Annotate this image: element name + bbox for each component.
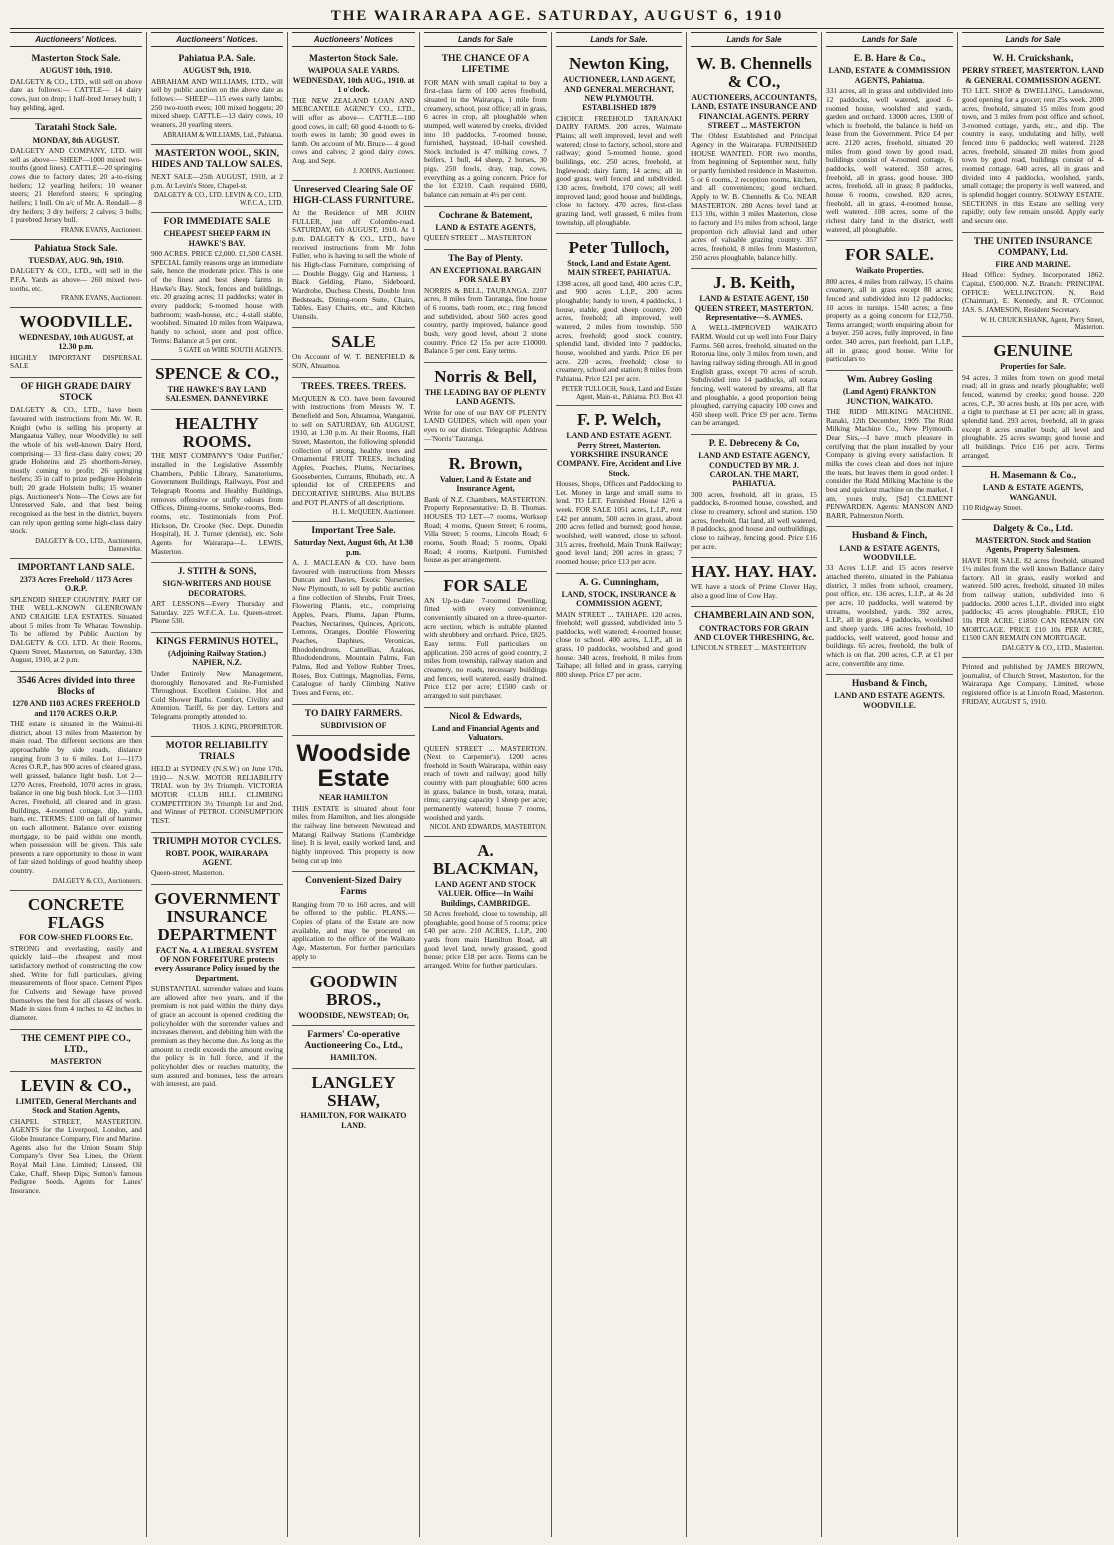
ad-subtitle: CONTRACTORS FOR GRAIN AND CLOVER THRESHING, &c.: [693, 623, 815, 642]
ad-title: H. Masemann & Co.,: [989, 471, 1077, 482]
advertisement: [10, 1072, 142, 1201]
ad-title: LEVIN & CO.,: [20, 1076, 132, 1096]
ad-subtitle: FOR COW-SHED FLOORS Etc.: [19, 933, 133, 943]
ad-title: A. BLACKMAN,: [432, 841, 539, 879]
advertisement: [826, 675, 953, 715]
advertisement: [10, 891, 142, 1030]
advertisement: [292, 968, 415, 1026]
ad-title: FOR SALE: [443, 575, 528, 595]
ad-title: Taratahi Stock Sale.: [35, 123, 117, 134]
ad-body: At the Residence of MR JOHN FULLER, just off Colombo-road. SATURDAY, 6th AUGUST, 1910. At 1 p.m. DALGETY & CO., LTD., have received instructions from Mr John Fuller, who is having to sell the whole of his High-class Furniture, comprising of— Double Buggy, Gig and Harness, 1 Black Gelding, Piano, Sideboard, Wardrobe, Duchess Chests, Double Iron Bedsteads, Dining-room Suite, Chairs, Tables, Easy Chairs, etc., and Kitchen Utensils.: [292, 207, 415, 321]
ad-subtitle: 2373 Acres Freehold / 1173 Acres O.R.P.: [19, 575, 133, 594]
ad-signature: DALGETY & CO., LTD., Auctioneers, Dannevirke.: [35, 538, 142, 554]
ad-body: Houses, Shops, Offices and Paddocking to Let. Money in large and small sums to lend. TO LET. Furnished House 12/6 a week. FOR SALE 1051 acres, L.I.P., rent £42 per annum, 500 acres in grass, about 200 acres felled and burned; good house, woolshed, well watered, close to school. 315 acres, freehold, Main Trunk Railway; good level land; 200 acres in grass; 7 roomed house; price £13 per acre.: [556, 479, 682, 567]
ad-title: HAY. HAY. HAY.: [691, 562, 817, 582]
ad-title: F. P. Welch,: [577, 410, 661, 430]
ad-subtitle: AUGUST 9th, 1910.: [182, 66, 252, 76]
advertisement: [556, 574, 682, 686]
advertisement: [691, 607, 817, 658]
ad-title: TREES. TREES. TREES.: [301, 381, 406, 392]
ad-subtitle: LAND AGENT AND STOCK VALUER. Office—In Waihi Buildings, CAMBRIDGE.: [434, 880, 537, 908]
ad-title: WOODVILLE.: [19, 312, 133, 332]
ad-body: 50 Acres freehold, close to township, all ploughable, good house of 5 rooms; price £40 per acre. 210 ACRES, L.I.P., 200 yards from main Hamilton Road, all good level land, newly grassed, good house; price £18 per acre. Terms can be arranged. Write for further particulars.: [424, 909, 547, 971]
advertisement: [556, 406, 682, 573]
ad-signature: H. L. McQUEEN, Auctioneer.: [332, 509, 415, 517]
advertisement: [292, 1069, 415, 1135]
ad-title: OF HIGH GRADE DAIRY STOCK: [20, 382, 132, 404]
ad-subtitle: LAND, STOCK, INSURANCE & COMMISSION AGENT,: [561, 589, 677, 609]
ad-body: A. J. MACLEAN & CO. have been favoured with instructions from Messrs Duncan and Davies, Exotic Nurseries, New Plymouth, to sell by public auction a fine collection of Shrubs, Fruit Trees, Flowering Plants, etc., comprising Apples, Pears, Plums, Japan Plums, Peaches, Nectarines, Quinces, Apricots, Lemons, Oranges, Double Flowering Peaches, Daphnes, Veronicas, Rhododendrons, Camellias, Azaleas, Rhododendrons, Mountain Palms, Fan Palms, Red and Yellow Rubber Trees, Roses, Box Cuttings, Magnolias, Ferns, Catalogue of hardy Climbing Native Trees and Ferns, etc.: [292, 558, 415, 697]
ad-subtitle: THE HAWKE'S BAY LAND SALESMEN. DANNEVIRKE: [165, 384, 269, 404]
ad-subtitle: Properties for Sale.: [1000, 362, 1066, 372]
ad-title: Pahiatua Stock Sale.: [34, 243, 118, 254]
advertisement: [424, 207, 547, 250]
advertisement: [292, 872, 415, 968]
ad-body: The Oldest Established and Principal Agency in the Wairarapa. FURNISHED HOUSE WANTED. FOR two months, from beginning of September next, fully or partly furnished residence in Masterton. 5 or 6 rooms, 2 reception rooms, kitchen, and all conveniences; good orchard. Apply to W. B. Chennells & Co. NEAR MASTERTON. 280 Acres level land at £13 10s, within 3 miles Masterton, close to factory and 1½ miles from school, large proportion rich alluvial land and other acres of valuable grazing country. 357 acres, freehold, 8 miles from Masterton, 250 acres ploughable, balance hilly.: [691, 131, 818, 262]
ad-title: Convenient-Sized Dairy Farms: [305, 876, 402, 898]
ad-subtitle: ROBT. POOK, WAIRARAPA AGENT.: [165, 848, 269, 867]
column-header: Lands for Sale: [691, 32, 817, 47]
ad-signature: FRANK EVANS, Auctioneer.: [60, 295, 142, 303]
column-header: Lands for Sale: [826, 32, 953, 47]
ad-signature: FRANK EVANS, Auctioneer.: [60, 226, 142, 234]
ad-title: LANGLEY SHAW,: [311, 1072, 396, 1110]
ad-title: TO DAIRY FARMERS.: [304, 708, 403, 719]
ad-body: QUEEN STREET ... MASTERTON: [424, 233, 532, 243]
ad-subtitle: THE LEADING BAY OF PLENTY LAND AGENTS.: [424, 387, 547, 407]
column-header: Auctioneers' Notices.: [151, 32, 283, 47]
ad-title: E. B. Hare & Co.,: [853, 54, 926, 65]
advertisement: [962, 337, 1104, 467]
ad-body: Bank of N.Z. Chambers, MASTERTON. Property Representative: D. B. Thomas. HOUSES TO LET—7 rooms, Worksop Road; 4 rooms, Queen Street; 6 rooms, Villa Street; 5 rooms, Lincoln Road; 6 rooms, South Road; 5 rooms, Opaki Road; 4 rooms, Kuripuni. Furnished house as per arrangement.: [424, 494, 547, 565]
column-header: Auctioneers' Notices: [292, 32, 415, 47]
advertisement: [826, 50, 953, 241]
ad-subtitle: LAND & ESTATE AGENTS, WOODVILLE.: [839, 543, 940, 562]
advertisement: [10, 672, 142, 891]
advertisement: [962, 233, 1104, 338]
advertisement: [962, 658, 1104, 712]
ad-title: FOR IMMEDIATE SALE: [163, 217, 271, 228]
advertisement: [151, 885, 283, 1095]
masthead: THE WAIRARAPA AGE. SATURDAY, AUGUST 6, 1910: [10, 4, 1104, 29]
advertisement: [10, 240, 142, 308]
ad-body: 33 Acres L.I.P. and 15 acres reserve attached thereto, situated in the Pahiatua district, 3 miles from school, creamery, post office, etc. 136 acres, L.I.P., at 4s 2d per acre, 10 paddocks, well watered by streams, woolshed, yards. 392 acres, L.I.P., all in grass, 4 paddocks, woolshed and sheep yards. 186 acres freehold, 10 paddocks, well watered, good house and buildings. 65 acres, freehold, the bulk of which is on flat. 200 acres, C.P. at £1 per acre, convertible any time.: [826, 563, 953, 668]
ad-subtitle: LAND, ESTATE & COMMISSION AGENTS, Pahiatua.: [828, 66, 951, 85]
ad-subtitle: SIGN-WRITERS AND HOUSE DECORATORS.: [162, 579, 272, 598]
ad-signature: ABRAHAM & WILLIAMS, Ltd., Pahiatua.: [162, 131, 283, 139]
ad-body: Printed and published by JAMES BROWN, journalist, of Church Street, Masterton, for the Wairarapa Age Company, Limited, whose registered office is at Lincoln Road, Masterton. FRIDAY, AUGUST 5, 1910.: [962, 662, 1104, 706]
ad-subtitle: MONDAY, 8th AUGUST.: [32, 135, 120, 145]
advertisement: [962, 50, 1104, 232]
advertisement: [424, 50, 547, 206]
ad-body: WE have a stock of Prime Clover Hay, also a good line of Cow Hay.: [691, 582, 817, 600]
ad-title: Woodside Estate: [296, 740, 411, 793]
ad-subtitle: LAND AND ESTATE AGENT. Perry Street, Masterton. YORKSHIRE INSURANCE COMPANY. Fire, Accident and Live Stock.: [556, 431, 682, 478]
ad-title: Cochrane & Batement,: [438, 210, 533, 221]
ad-subtitle: AUCTIONEER, LAND AGENT, AND GENERAL MERCHANT, NEW PLYMOUTH. ESTABLISHED 1879: [562, 75, 676, 113]
advertisement: [691, 50, 817, 269]
ad-signature: 5 GATE on WIRE SOUTH AGENTS.: [178, 347, 283, 355]
advertisement: [292, 1026, 415, 1069]
advertisement: [292, 705, 415, 736]
ad-title: J. STITH & SONS,: [177, 567, 257, 578]
ad-body: 94 acres, 3 miles from town on good metal road; all in grass and nearly ploughable; well fenced, watered by creeks; good house. 220 acres, C.P., 30 acres bush, at 10s per acre, with a right to purchase at £1 per acre; all in grass, splendid land. 293 acres, freehold, all in grass except 8 acres smaller bush; all level and ploughable. 25 acres swamp; good house and all buildings. Price £16 per acre. Terms arranged.: [962, 372, 1104, 460]
ad-body: DALGETY & CO., LTD., will sell in the P.F.A. Yards as above— 260 mixed two-tooths, etc.: [10, 266, 142, 293]
ad-title: THE UNITED INSURANCE COMPANY, Ltd.: [973, 236, 1093, 258]
ad-title: A. G. Cunningham,: [579, 577, 659, 588]
ad-body: Queen-street, Masterton.: [151, 868, 225, 878]
advertisement: [556, 234, 682, 406]
ad-body: SPLENDID SHEEP COUNTRY. PART OF THE WELL-KNOWN GLENROWAN AND CRAIGIE LEA ESTATES. Situated about 5 miles from Te Wharau Township. To be offered by Public Auction by DALGETY & CO. LTD. At their Rooms, Queen Street, Masterton, on Saturday, 13th August, 1910, at 2 p.m.: [10, 594, 142, 665]
column-6: [687, 32, 822, 1537]
ad-subtitle: 1270 AND 1103 ACRES FREEHOLD and 1170 ACRES O.R.P.: [11, 699, 141, 718]
ad-subtitle: Stock, Land and Estate Agent. MAIN STREET, PAHIATUA.: [567, 259, 671, 278]
ad-body: STRONG and everlasting, easily and quickly laid—the cheapest and most satisfactory method of constructing the cow shed. Write for full particulars, giving measurements of floor space. Cement Pipes for Culverts and Sewage have proved themselves the best for all classes of work. Made in sizes from 4 inches to 42 inches in diameter.: [10, 943, 142, 1023]
ad-subtitle: Saturday Next, August 6th, At 1.30 p.m.: [294, 538, 413, 557]
ad-body: DALGETY & CO., LTD., have been favoured with instructions from Mr. W. R. Knight (who is selling his property at Mangaatua Valley, near Woodville) to sell the whole of his well-known Dairy Herd, comprising— 33 first-class dairy cows; 20 grade Holsteins and 25 shorthorn-Jersey, mostly coming to profit; 26 springing heifers; 35 in calf to prize pedigree Holstein bull; 20 grade Holstein bulls; 15 weaner pigs. Auctioneer's Note—The Cows are for Unreserved Sale, and that best being recognised as the best in the district, buyers can rely upon getting some high-class dairy stock.: [10, 405, 142, 536]
ad-body: McQUEEN & CO. have been favoured with instructions from Messrs W. T. Benefield and Son, Ahuamoa, Wanganui, to sell on SATURDAY, 6th AUGUST, 1910, at 1.30 p.m. At their Rooms, Hall Street, Masterton, the following splendid collection of strong, healthy trees and Ornamental FRUIT TREES, including Apples, Peaches, Plums, Nectarines, Gooseberries, Currants, Rhubarb, etc. A splendid lot of CREEPERS and DECORATIVE SHRUBS. Also BULBS and POT PLANTS of all descriptions.: [292, 393, 415, 507]
ad-subtitle: HAMILTON, FOR WAIKATO LAND.: [300, 1111, 407, 1130]
ad-subtitle: CHEAPEST SHEEP FARM IN HAWKE'S BAY.: [163, 229, 271, 248]
ad-title: FOR SALE.: [845, 245, 934, 265]
advertisement: [10, 559, 142, 672]
ad-title: THE CHANCE OF A LIFETIME: [441, 54, 530, 76]
ad-title: Peter Tulloch,: [568, 238, 670, 258]
ad-body: THE RIDD MILKING MACHINE. Ranaki, 12th December, 1909. The Ridd Milking Machine Co., New Plymouth. Dear Sirs,—I have much pleasure in certifying that the plant installed by your Company is giving every satisfaction. It milks the cows clean and does not injure the teats, but leaves them in good order. I consider the Ridd Milking Machine is the best and quickest machine on the market. I am, yours truly, [Sd] CLEMENT PENWARDEN. Agents: MANSON AND BARR, Palmerston North.: [826, 406, 953, 520]
column-4: [420, 32, 552, 1537]
advertisement: [10, 378, 142, 559]
ad-title: GENUINE: [993, 341, 1073, 361]
advertisement: [10, 1030, 142, 1073]
advertisement: [151, 50, 283, 144]
advertisement: [151, 563, 283, 633]
ad-body: TO LET. SHOP & DWELLING, Lansdowne, good opening for a grocer; rent 25s week. 2000 acres, freehold, situated 15 miles from good town, and 3 miles from post office and school, 3-roomed cottage, yards, etc., and dip. The country is easy, undulating and hilly, well fenced into 6 paddocks; well watered. 2128 acres, freehold, situated 20 miles from good town by good road, buildings consist of 4-roomed cottage. 640 acres, all in grass and divided into 4 paddocks, woolshed, yards, small cottage; the property is well watered, and is splendid hogget country. SOLWAY ESTATE. SECTIONS in this Estate are selling very rapidly; only few remain unsold. Apply early and secure one.: [962, 86, 1104, 226]
advertisement: [424, 450, 547, 572]
ad-signature: DALGETY & CO., LTD., Masterton.: [1001, 645, 1104, 653]
ad-title: TRIUMPH MOTOR CYCLES.: [152, 836, 282, 847]
advertisement: [10, 308, 142, 378]
advertisement: [556, 50, 682, 234]
ad-signature: J. JOHNS, Auctioneer.: [353, 167, 415, 175]
ad-body: A WELL-IMPROVED WAIKATO FARM. Would cut up well into Four Dairy Farms. 560 acres, freehold, situated on the Rotorua line, only 3 miles from town, and having railway siding through. All in good English grass, except 70 acres of scrub. Subdivided into 14 paddocks, all totara fencing, well watered by streams, all flat and ploughable, a good proportion being ploughed, carrying capacity 100 cows and 450 sheep well. Price £9 per acre. Terms can be arranged.: [691, 323, 817, 428]
advertisement: [424, 250, 547, 363]
ad-title: CHAMBERLAIN AND SON,: [693, 611, 815, 622]
advertisement: [151, 410, 283, 564]
ad-body: HAVE FOR SALE. 82 acres freehold, situated 1½ miles from the well known Ballance dairy factory. All in grass, easily worked and watered. 500 acres, freehold, situated 10 miles from railway station, subdivided into 6 paddocks. 2000 acres L.I.P., divided into eight paddocks; 45 acres ploughable. PRICE, £10 10s PER ACRE. £1850 CAN REMAIN ON MORTGAGE. PRICE £10 10s PER ACRE, £1500 CAN REMAIN ON MORTGAGE.: [962, 555, 1104, 643]
ad-title: HEALTHY ROOMS.: [175, 413, 259, 451]
ad-subtitle: MASTERTON: [50, 1056, 102, 1066]
ad-subtitle: SUBDIVISION OF: [320, 720, 387, 730]
ad-subtitle: AUCTIONEERS, ACCOUNTANTS, LAND, ESTATE INSURANCE AND FINANCIAL AGENTS. PERRY STREET ... MASTERTON: [691, 93, 817, 131]
ad-body: ABRAHAM AND WILLIAMS, LTD., will sell by public auction on the above date as follows:— SHEEP—115 ewes early lambs; 250 two-tooth ewes; 100 mixed hoggets; 20 mixed sheep. CATTLE—13 dairy cows, 10 weaners, 20 yearling steers.: [151, 76, 283, 130]
ad-title: GOVERNMENT INSURANCE DEPARTMENT: [154, 889, 280, 944]
advertisement: [962, 467, 1104, 519]
ad-subtitle: Valuer, Land & Estate and Insurance Agent,: [439, 475, 532, 494]
ad-title: Wm. Aubrey Gosling: [846, 375, 933, 386]
ad-subtitle: FACT No. 4. A LIBERAL SYSTEM OF NON FORFEITURE protects every Assurance Policy issued by the Department.: [154, 945, 280, 983]
ad-title: Farmers' Co-operative Auctioneering Co., Ltd.,: [304, 1030, 403, 1052]
advertisement: [10, 50, 142, 119]
ad-body: CHOICE FREEHOLD TARANAKI DAIRY FARMS. 200 acres, Waimate Plains; all well improved, level and well watered; close to factory, school, store and railway; good 5-roomed house, good buildings, etc. 250 acres, freehold, at Inglewood; dairy farm; 14 acres; all in good grass, well fenced and subdivided. 130 acres, freehold, 170 cows; all well improved land; good house and buildings, close to factory. 470 acres, first-class grazing land, well grassed, 6 miles from township, all ploughable.: [556, 113, 682, 227]
ad-body: SUBSTANTIAL surrender values and loans are allowed after two years, and if the premium is not paid within the thirty days of grace an account is opened crediting the policyholder with the surrender values and increases thereon, and debiting him with the premium as they become due. As long as the amount to credit exceeds the amount owing the policy is in full force, and if the policyholder dies or reaches maturity, the sum assured and bonuses, less the arrears with interest, are paid.: [151, 983, 283, 1089]
ad-title: P. E. Debreceny & Co,: [708, 439, 800, 450]
ad-body: LINCOLN STREET ... MASTERTON: [691, 643, 807, 653]
column-7: [822, 32, 958, 1537]
ad-body: NORRIS & BELL, TAURANGA. 2207 acres, 8 miles from Tauranga, fine house of 6 rooms, bath room, etc.; ring fenced and subdivided, about 560 acres good country, partly improved, balance good bush, very good level, about 2 stone country. Price £2 15s per acre £10000. Balance 5 per cent. Easy terms.: [424, 285, 547, 356]
ad-subtitle: TUESDAY, AUG. 9th, 1910.: [28, 255, 124, 265]
ad-title: J. B. Keith,: [713, 273, 795, 293]
ad-title: Important Tree Sale.: [311, 526, 396, 537]
ad-body: THE NEW ZEALAND LOAN AND MERCANTILE AGENCY CO., LTD., will offer as above— CATTLE—100 good cows, in calf; 60 good 4-tooth to 6-tooth ewes in lamb; 30 good ewes in lamb. On account of Mr. Bruce— 4 good cows and calves; 2 good dairy cows. Aug. and Sept.: [292, 95, 415, 166]
column-2: [147, 32, 288, 1537]
ad-title: 3546 Acres divided into three Blocks of: [17, 676, 135, 698]
advertisement: [151, 145, 283, 213]
advertisement: [424, 363, 547, 450]
ad-body: 110 Ridgway Street.: [962, 503, 1023, 513]
ad-body: ART LESSONS—Every Thursday and Saturday. 225 W.F.C.A. Lo. Queen-street. Phone 530.: [151, 599, 283, 626]
ad-subtitle: (Adjoining Railway Station.) NAPIER, N.Z.: [167, 649, 266, 668]
ad-subtitle: LAND AND ESTATE AGENCY, CONDUCTED BY MR. J. CAROLAN. THE MART, PAHIATUA.: [698, 451, 810, 489]
column-header: Lands for Sale: [424, 32, 547, 47]
ad-body: AN Up-to-date 7-roomed Dwelling, fitted with every convenience; conveniently situated on a three-quarter-acre section, which is suitable planted with shrubbery and orchard. Price, £825. Easy terms. Full particulars on application. 250 acres of good country, 2 miles from township, railway station and creamery, no roads, necessary buildings and fences, well watered, easily drained. Price £12 per acre; £1500 cash or arranged to suit purchaser.: [424, 595, 547, 701]
advertisement: [826, 527, 953, 675]
ad-subtitle: Land and Financial Agents and Valuators.: [431, 723, 540, 743]
ad-subtitle: LAND & ESTATE AGENTS,: [435, 222, 536, 232]
column-header: Auctioneers' Notices.: [10, 32, 142, 47]
advertisement: [691, 558, 817, 607]
ad-title: W. B. Chennells & CO.,: [696, 54, 812, 92]
ad-body: NEXT SALE—25th AUGUST, 1910, at 2 p.m. At Levin's Store, Chapel-st.: [151, 171, 283, 190]
ad-title: Dalgety & Co., Ltd.: [993, 523, 1073, 534]
ad-subtitle: NEAR HAMILTON: [318, 793, 389, 803]
ad-body: FOR MAN with small capital to buy a first-class farm of 100 acres freehold, situated in the Wairarapa, 1 mile from creamery, school, post office; all in grass, 6 acres in crop, all ploughable when stumped, well watered by creeks, divided into 10 paddocks, 7-roomed house, furnished, haystead, 10-bail cowshed. Stock included is 47 milking cows, 7 heifers, 1 bull, 44 sheep, 2 horses, 30 pigs, 250 fowls, dray, trap, cows, everything as a going concern. Price for the lot £3210. Cash required £600, balance can remain at 4½ per cent.: [424, 77, 547, 200]
ad-title: THE CEMENT PIPE CO., LTD.,: [21, 1033, 131, 1055]
advertisement: [292, 328, 415, 377]
ad-body: 1398 acres, all good land, 400 acres C.P., and 900 acres L.I.P., 200 acres ploughable; handy to town, 4 paddocks, 1 house, stable, good sheep country. 200 acres, freehold; all improved, well watered, 2 miles from township. 550 acres, freehold; good stock country, splendid land, divided into 7 paddocks, house, woolshed and yards. Price £6 per acre. 220 acres, freehold; close to creamery, school and station; 8 miles from Pahiatua. Price £21 per acre.: [556, 278, 682, 383]
advertisement: [424, 572, 547, 708]
ad-signature: DALGETY & CO., Auctioneers.: [52, 877, 142, 885]
ad-body: 331 acres, all in grass and subdivided into 12 paddocks, well watered, good 6-roomed house, woolshed and yards, garden and orchard. 13000 acres, 1300 of which is freehold, the balance is held on lease from the Government. Price £4 per acre. 2120 acres, freehold, situated 20 miles from good town by good road, buildings consist of 4-roomed cottage, 6 paddocks, well watered. 350 acres, freehold, all in grass, good house. 300 acres, freehold, all in grass; 8 paddocks, house 6 rooms, cowshed. 820 acres, freehold, all in grass, 4-roomed house, well watered. 108 acres, some of the richest dairy land in the district, well watered, all ploughable.: [826, 86, 953, 234]
column-8: [958, 32, 1108, 1537]
ad-subtitle: Waikato Properties.: [855, 266, 924, 276]
ad-title: SPENCE & CO.,: [155, 364, 279, 384]
ad-body: MAIN STREET ... TAIHAPE. 120 acres, freehold; well grassed, subdivided into 5 paddocks, well watered; 4-roomed house; close to school. 400 acres, L.I.P., all in grass, 10 paddocks, woolshed and good house. 340 acres, freehold, 8 miles from Taihape; all felled and in grass, carrying 800 sheep. Price £7 per acre.: [556, 609, 682, 680]
advertisement: [292, 378, 415, 523]
ad-body: THE estate is situated in the Wainui-iti district, about 13 miles from Masterton by main road. The different sections are then approachable by side roads, distance ranging from 3 to 6 miles. Lot 1—1173 Acres O.R.P., has 900 acres of cleared grass, well grassed, balance light bush. Lot 2—1270 Acres, Freehold, 1070 acres in grass, balance in one big bush block. Lot 3—1103 Acres, Freehold, all cleared and in grass. Buildings, 4-roomed cottage, dip, yards, barn, etc. TERMS: £100 on fall of hammer on each allotment. Balance over existing mortgage, to be paid within one month, when possession will be given. This sale presents a rare opportunity to those in want of fair sized holdings of good healthy sheep country.: [10, 718, 142, 876]
ad-signature: THOS. J. KING, PROPRIETOR.: [192, 723, 283, 731]
ad-signature: DALGETY & CO., LTD. LEVIN & CO., LTD. W.F.C.A., LTD.: [154, 192, 283, 208]
ad-title: Pahiatua P.A. Sale.: [178, 54, 256, 65]
ad-body: Ranging from 70 to 160 acres, and will be offered to the public. PLANS.—Copies of plans of the Estate are now available, and may be procured on application to the office of the Waikato Age, Masterton. For further particulars apply to: [292, 899, 415, 961]
ad-title: R. Brown,: [448, 454, 523, 474]
ad-signature: PETER TULLOCH, Stock, Land and Estate Agent, Main-st., Pahiatua. P.O. Box 43: [561, 385, 682, 401]
advertisement: [151, 833, 283, 885]
ad-body: CHAPEL STREET, MASTERTON. AGENTS for the Liverpool, London, and Globe Insurance Company, Fire and Marine. Agents also for the Union Steam Ship Company's Over Sea Lines, the Orient Royal Mail Line. Limited; Linseed, Oil Cake, Chaff, Sheep Dips; Sutton's famous Pedigree Seeds. Agents for Lanes' Insurance.: [10, 1116, 142, 1196]
advertisement: [691, 435, 817, 558]
ad-body: 300 acres, freehold, all in grass, 15 paddocks, 8-roomed house, cowshed, and close to creamery, school and station. 150 acres, freehold, flat land, all well watered, 8 paddocks, good house and outbuildings, close to railway, fencing good. Price £16 per acre.: [691, 489, 817, 551]
advertisement: [292, 522, 415, 704]
ad-body: THIS ESTATE is situated about four miles from Hamilton, and lies alongside the railway line between Newstead and Matangi Railway Stations (Cambridge line). It is level, easily worked land, and highly improved. This property is now being cut up into: [292, 803, 415, 865]
ad-title: SALE: [331, 332, 376, 352]
ad-body: 900 ACRES. PRICE £2,000. £1,500 CASH. SPECIAL family reasons urge an immediate sale, hence the moderate price. This is one of the finest and best sheep farms in Hawke's Bay. Stock, fences and buildings, etc. 20 grazing acres; 11 paddocks; water in every paddock; 6-roomed house with bathroom; wash-house, etc.; 4-stall stable, woolshed. Situated 10 miles from Waipawa, handy to school, store and post office. Terms: Balance at 5 per cent.: [151, 248, 283, 345]
ad-body: THE MIST COMPANY'S 'Odor Purifier,' installed in the Legislative Assembly Chambers, Public Library, Sanatoriums, Government Buildings, Railways, Post and Telegraph Rooms and Healthy Buildings, removes offensive or stuffy odours from Offices, Dining-rooms, Smoke-rooms, Bed-rooms, etc. Testimonials from Prof. Hickson, Dr. Crooke (Sec. Dept. Dunedin Hospital), H. J. Turner (dentist), etc. Sole Agents for Wairarapa—L. LEWIS, Masterton.: [151, 451, 283, 556]
advertisement: [10, 119, 142, 239]
ad-title: The Bay of Plenty.: [448, 253, 523, 264]
ad-title: IMPORTANT LAND SALE.: [17, 562, 135, 573]
ad-title: Husband & Finch,: [851, 679, 928, 690]
advertisement: [151, 360, 283, 410]
ad-subtitle: LAND & ESTATE AGENTS, WANGANUI.: [982, 483, 1084, 502]
ad-subtitle: WAIPOUA SALE YARDS. WEDNESDAY, 10th AUG., 1910. at 1 o'clock.: [292, 66, 415, 95]
ad-body: DALGETY AND COMPANY, LTD. will sell as above— SHEEP—1000 mixed two-tooths (good lines). CATTLE—20 springing cows due to factory dates; 20 a-to-rising heifers; 12 yearling heifers; 10 weaner steers; 21 Hereford steers; 6 springing heifers; 1 bull. On a/c of Mr. A. Rendall— 8 dry heifers; 3 dry heifers; 2 calves; 3 bulls; 1 purebred Jersey bull.: [10, 145, 142, 225]
column-1: [6, 32, 147, 1537]
ad-subtitle: LAND AND ESTATE AGENTS. WOODVILLE.: [834, 691, 945, 710]
advertisement: [292, 50, 415, 180]
ad-subtitle: AN EXCEPTIONAL BARGAIN FOR SALE BY: [429, 266, 542, 285]
advertisement: [292, 736, 415, 872]
ad-title: Masterton Stock Sale.: [31, 54, 121, 65]
ad-subtitle: FIRE AND MARINE.: [995, 259, 1071, 269]
ad-body: DALGETY & CO., LTD., will sell on above date as follows:— CATTLE— 14 dairy cows, just on drop; 1 half-bred Jersey bull; 1 bay gelding, aged.: [10, 76, 142, 112]
advertisement: [691, 269, 817, 435]
ad-title: Husband & Finch,: [851, 531, 928, 542]
column-header: Lands for Sale.: [556, 32, 682, 47]
ad-body: QUEEN STREET ... MASTERTON. (Next to Carpenter's). 1200 acres freehold in South Wairarapa, within easy reach of town and railway; good hilly country with part ploughable; 600 acres in grass, balance in bush, totara, matai, rimu; carrying capacity 1 sheep per acre; permanently watered; house 7 rooms, woolshed and yards.: [424, 743, 547, 822]
ad-title: CONCRETE FLAGS: [27, 894, 125, 932]
ad-subtitle: WEDNESDAY, 10th AUGUST, at 12.30 p.m.: [18, 332, 134, 352]
ad-title: Masterton Stock Sale.: [309, 54, 398, 65]
ad-title: KINGS FERMINUS HOTEL,: [155, 637, 279, 648]
advertisement: [292, 181, 415, 329]
column-header: Lands for Sale: [962, 32, 1104, 47]
ad-title: Unreserved Clearing Sale OF HIGH-CLASS FURNITURE.: [293, 184, 414, 206]
ad-body: Head Office: Sydney. Incorporated 1862. Capital, £500,000. N.Z. Branch: PRINCIPAL OFFICE: WELLINGTON. N. Reid (Chairman), E. Kennedy, and R. O'Connor. JAS. S. JAMESON, Resident Secretary.: [962, 270, 1104, 314]
ad-subtitle: PERRY STREET, MASTERTON. LAND & GENERAL COMMISSION AGENT.: [962, 66, 1104, 85]
ad-title: MOTOR RELIABILITY TRIALS: [165, 740, 269, 762]
ad-subtitle: AUGUST 10th, 1910.: [39, 66, 113, 76]
column-5: [552, 32, 687, 1537]
ad-title: Nicol & Edwards,: [449, 711, 522, 722]
ad-subtitle: WOODSIDE, NEWSTEAD; Or,: [298, 1010, 409, 1020]
advertisement: [424, 837, 547, 976]
ad-title: GOODWIN BROS.,: [309, 972, 398, 1009]
columns: [6, 32, 1108, 1537]
ad-title: Newton King,: [568, 54, 670, 74]
advertisement: [424, 708, 547, 838]
ad-body: Under Entirely New Management, thoroughly Renovated and Re-Furnished Throughout. Excellent Cuisine. Hot and Cold Shower Baths. Comfort, Civility and Attention. Tariff, 6s per day. Letters and Telegrams promptly attended to.: [151, 668, 283, 722]
advertisement: [151, 213, 283, 360]
ad-subtitle: MASTERTON. Stock and Station Agents, Property Salesmen.: [975, 535, 1091, 555]
ad-subtitle: HAMILTON.: [330, 1053, 377, 1063]
ad-signature: NICOL AND EDWARDS, MASTERTON.: [429, 824, 547, 832]
advertisement: [826, 371, 953, 527]
ad-body: 800 acres, 4 miles from railway, 15 chains creamery, all in grass except 80 acres; fenced and subdivided into 12 paddocks; 10 acres in turnips. 1540 acres; a fine property as a going concern for £12,750. Terms arranged; worth enquiring about for a buyer. 250 acres, fully improved, in fine order. 340 acres, part freehold, part L.I.P., all in grass; good house. Write for particulars to: [826, 276, 953, 364]
advertisement: [962, 520, 1104, 658]
ad-subtitle: LIMITED, General Merchants and Stock and Station Agents,: [15, 1097, 137, 1116]
ad-subtitle: (Land Agent) FRANKTON JUNCTION, WAIKATO.: [842, 387, 937, 406]
ad-title: W. H. Cruickshank,: [992, 54, 1074, 65]
ad-body: HELD at SYDNEY (N.S.W.) on June 17th, 1910— N.S.W. MOTOR RELIABILITY TRIAL won by 3½ Triumph. VICTORIA MOTOR CLUB HILL CLIMBING COMPETITION 3½ Triumph 1st and 2nd, and Winner of PETROL CONSUMPTION TEST.: [151, 763, 283, 825]
ad-body: HIGHLY IMPORTANT DISPERSAL SALE: [10, 352, 142, 371]
ad-title: Norris & Bell,: [434, 366, 537, 386]
ad-body: On Account of W. T. BENEFIELD & SON, Ahuamoa.: [292, 352, 415, 370]
ad-subtitle: LAND & ESTATE AGENT, 150 QUEEN STREET, MASTERTON. Representative—S. AYMES.: [694, 294, 814, 322]
advertisement: [151, 633, 283, 737]
ad-body: Write for one of our BAY OF PLENTY LAND GUIDES, which will open your eyes to our district. Telegraphic Address—'Norris' Tauranga.: [424, 407, 547, 443]
ad-signature: W. H. CRUICKSHANK, Agent, Perry Street, Masterton.: [980, 316, 1104, 332]
ad-title: MASTERTON WOOL, SKIN, HIDES AND TALLOW SALES.: [151, 148, 283, 170]
advertisement: [151, 737, 283, 833]
advertisement: [826, 241, 953, 371]
column-3: [288, 32, 420, 1537]
